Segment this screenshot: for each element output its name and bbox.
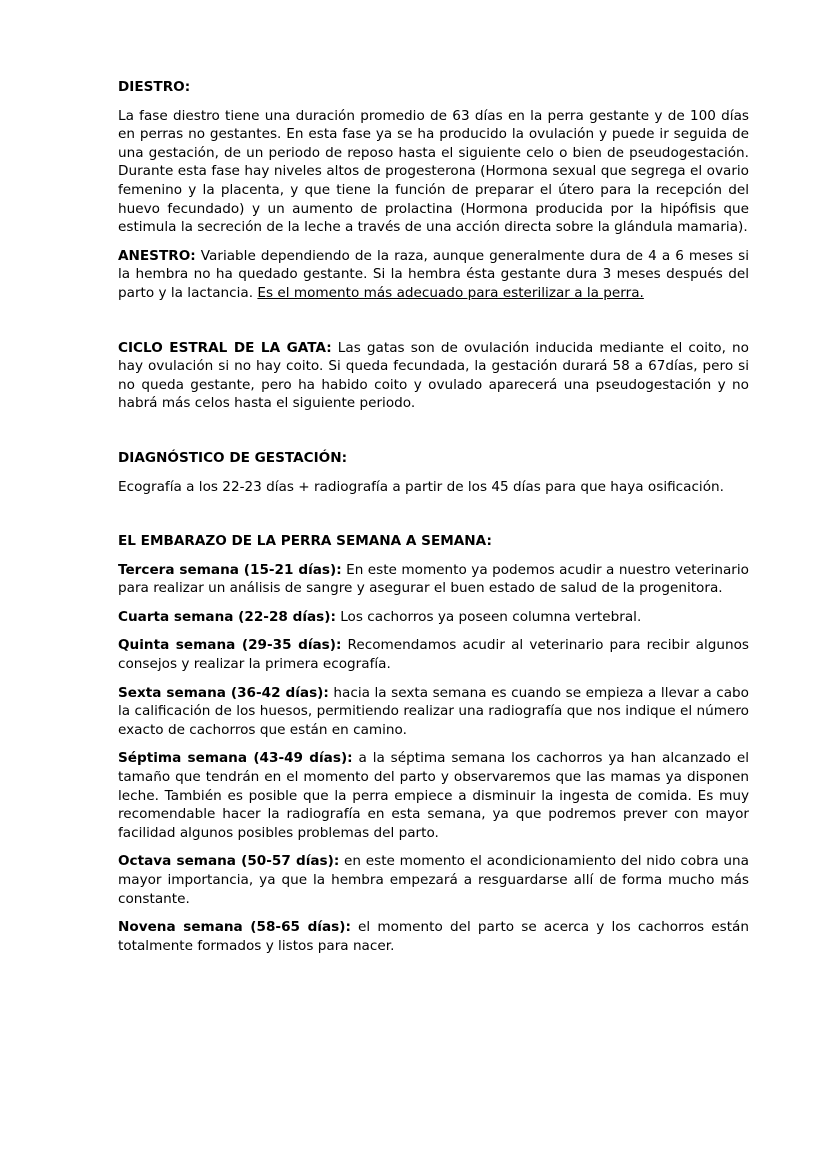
embarazo-heading: EL EMBARAZO DE LA PERRA SEMANA A SEMANA: xyxy=(118,533,492,550)
week-text: hacia la sexta semana es cuando se empieza a llevar a cabo la calificación de los huesos, permitiendo realizar una radiografía que nos indique el número exacto de cachorros que están en camino. xyxy=(118,684,749,738)
week-text: el momento del parto se acerca y los cachorros están totalmente formados y listos para nacer. xyxy=(118,919,750,954)
week-label: Octava semana (50-57 días): xyxy=(118,853,340,870)
week-paragraph-tercera xyxy=(118,561,749,598)
week-label: Quinta semana (29-35 días): xyxy=(118,637,342,654)
anestro-text: Variable dependiendo de la raza, aunque generalmente dura de 4 a 6 meses si la hembra no ha quedado gestante. Si la hembra ésta gestante dura 3 meses después del parto y la lactancia. xyxy=(118,247,749,301)
week-paragraph-novena xyxy=(118,918,749,955)
week-text: a la séptima semana los cachorros ya han alcanzado el tamaño que tendrán en el momento del parto y observaremos que las mamas ya disponen leche. También es posible que la perra empiece a disminuir la ingesta de comida. Es muy recomendable hacer la radiografía en esta semana, ya que podremos prever con mayor facilidad algunos posibles problemas del parto. xyxy=(118,750,749,841)
diestro-heading: DIESTRO: xyxy=(118,79,191,95)
anestro-underlined-text: Es el momento más adecuado para esterilizar a la perra. xyxy=(257,284,644,301)
week-paragraph-octava xyxy=(118,852,749,908)
week-text: Recomendamos acudir al veterinario para recibir algunos consejos y realizar la primera ecografía. xyxy=(118,637,749,673)
week-paragraph-septima xyxy=(118,749,749,842)
week-label: Cuarta semana (22-28 días): xyxy=(118,608,336,625)
ciclo-gata-text: Las gatas son de ovulación inducida mediante el coito, no hay ovulación si no hay coito. Si queda fecundada, la gestación durará 58 a 67días, pero si no queda gestante, pero ha habido coito y ovulado aparecerá una pseudogestación y no habrá más celos hasta el siguiente periodo. xyxy=(118,339,749,412)
week-label: Séptima semana (43-49 días): xyxy=(118,750,353,767)
diagnostico-paragraph: Ecografía a los 22-23 días + radiografía a partir de los 45 días para que haya osificación. xyxy=(118,478,724,495)
anestro-label: ANESTRO: xyxy=(118,247,196,264)
week-text: Los cachorros ya poseen columna vertebral. xyxy=(335,608,642,625)
week-paragraph-sexta xyxy=(118,684,749,740)
week-label: Tercera semana (15-21 días): xyxy=(118,561,342,578)
anestro-paragraph xyxy=(118,247,749,303)
week-label: Sexta semana (36-42 días): xyxy=(118,684,329,701)
week-text: En este momento ya podemos acudir a nuestro veterinario para realizar un análisis de sangre y asegurar el buen estado de salud de la progenitora. xyxy=(118,561,749,597)
week-label: Novena semana (58-65 días): xyxy=(118,919,351,936)
document-page xyxy=(118,78,749,955)
week-text: en este momento el acondicionamiento del nido cobra una mayor importancia, ya que la hembra empezará a resguardarse allí de forma mucho más constante. xyxy=(118,853,749,907)
week-paragraph-cuarta xyxy=(118,608,749,627)
week-paragraph-quinta xyxy=(118,636,749,673)
diagnostico-heading: DIAGNÓSTICO DE GESTACIÓN: xyxy=(118,449,348,466)
ciclo-gata-paragraph xyxy=(118,339,749,413)
diestro-paragraph: La fase diestro tiene una duración promedio de 63 días en la perra gestante y de 100 días en perras no gestantes. En esta fase ya se ha producido la ovulación y puede ir seguida de una gestación, de un periodo de reposo hasta el siguiente celo o bien de pseudogestación. Durante esta fase hay niveles altos de progesterona (Hormona sexual que segrega el ovario femenino y la placenta, y que tiene la función de preparar el útero para la recepción del huevo fecundado) y un aumento de prolactina (Hormona producida por la hipófisis que estimula la secreción de la leche a través de una acción directa sobre la glándula mamaria). xyxy=(118,107,749,236)
ciclo-gata-label: CICLO ESTRAL DE LA GATA: xyxy=(118,339,332,356)
